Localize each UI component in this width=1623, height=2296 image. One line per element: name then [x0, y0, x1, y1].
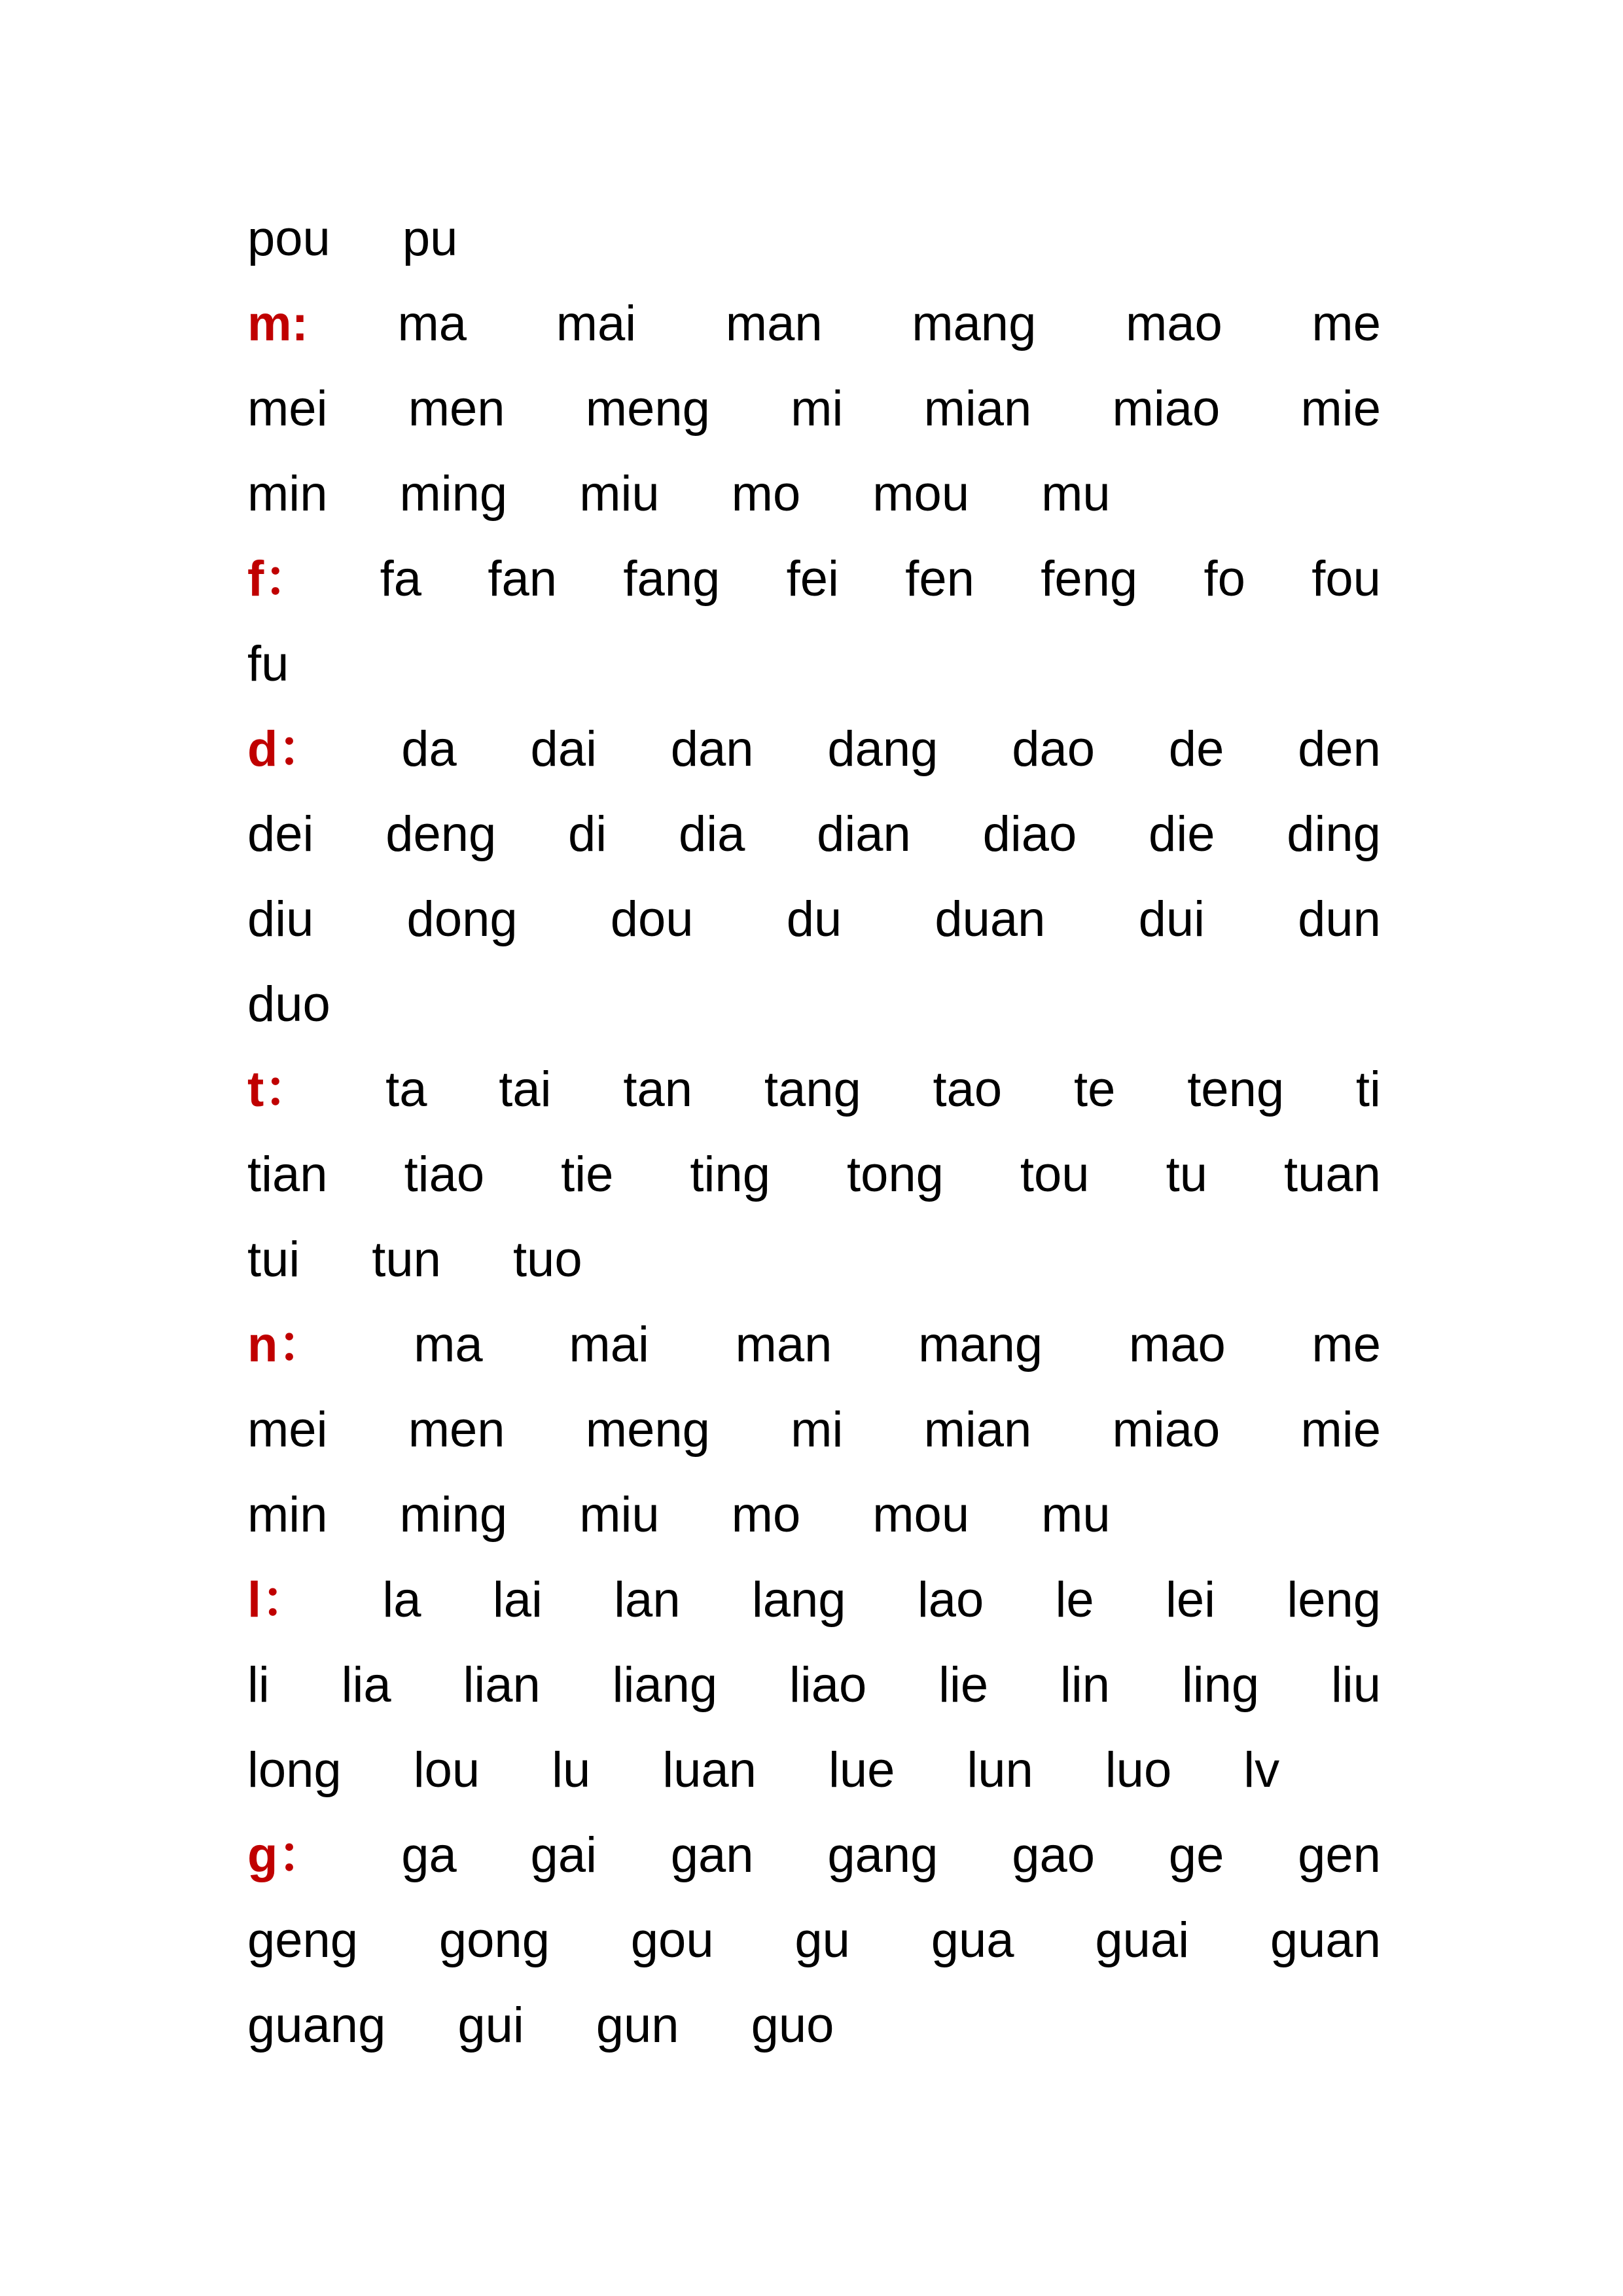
- syllable: men: [408, 381, 505, 437]
- initial-label: d：: [247, 721, 328, 777]
- text-line: [247, 962, 1381, 1047]
- syllable: lou: [413, 1742, 480, 1798]
- text-line: [247, 877, 1381, 962]
- syllable: lin: [1060, 1657, 1110, 1713]
- syllable: ming: [399, 1487, 508, 1543]
- syllable: fa: [380, 551, 422, 607]
- syllable: guo: [751, 1998, 834, 2053]
- text-line: [247, 1047, 1381, 1132]
- syllable: tuan: [1284, 1147, 1381, 1202]
- syllable: lun: [967, 1742, 1033, 1798]
- syllable: ta: [385, 1062, 427, 1117]
- text-line: [247, 1132, 1381, 1217]
- text-line: [247, 537, 1381, 622]
- syllable: li: [247, 1657, 270, 1713]
- syllable: lia: [341, 1657, 391, 1713]
- syllable: lei: [1165, 1572, 1216, 1628]
- syllable: geng: [247, 1912, 359, 1968]
- syllable: miao: [1112, 381, 1221, 437]
- syllable: tui: [247, 1232, 300, 1287]
- syllable: dun: [1298, 891, 1381, 947]
- syllable: lang: [751, 1572, 846, 1628]
- syllable: miu: [579, 1487, 660, 1543]
- text-line: [247, 1302, 1381, 1388]
- syllable: men: [408, 1402, 505, 1458]
- syllable: gan: [670, 1827, 754, 1883]
- syllable: man: [725, 296, 823, 351]
- syllable: ling: [1181, 1657, 1260, 1713]
- initial-label: g：: [247, 1827, 328, 1883]
- syllable: mao: [1125, 296, 1222, 351]
- syllable: fu: [247, 636, 289, 692]
- syllable: duo: [247, 977, 330, 1032]
- syllable: gao: [1012, 1827, 1096, 1883]
- syllable: mie: [1300, 381, 1381, 437]
- syllable: dui: [1138, 891, 1205, 947]
- syllable: tu: [1166, 1147, 1207, 1202]
- syllable: fen: [905, 551, 974, 607]
- syllable: tun: [372, 1232, 441, 1287]
- syllable: deng: [385, 806, 497, 862]
- syllable: diao: [982, 806, 1077, 862]
- text-line: [247, 1728, 1381, 1813]
- syllable: tang: [764, 1062, 861, 1117]
- syllable: ge: [1168, 1827, 1224, 1883]
- initial-label: l：: [247, 1572, 312, 1628]
- initial-label: m:: [247, 296, 308, 351]
- syllable: gu: [794, 1912, 850, 1968]
- text-line: [247, 1473, 1381, 1558]
- syllable: mang: [912, 296, 1037, 351]
- text-line: [247, 1983, 1381, 2068]
- syllable: lan: [614, 1572, 681, 1628]
- syllable: guang: [247, 1998, 386, 2053]
- syllable: tan: [623, 1062, 693, 1117]
- syllable: guai: [1095, 1912, 1190, 1968]
- syllable: de: [1168, 721, 1224, 777]
- text-line: [247, 707, 1381, 792]
- syllable: ma: [397, 296, 467, 351]
- syllable: te: [1074, 1062, 1116, 1117]
- syllable: gang: [827, 1827, 938, 1883]
- syllable: lu: [552, 1742, 591, 1798]
- syllable: gou: [630, 1912, 714, 1968]
- syllable: gong: [438, 1912, 550, 1968]
- syllable: gai: [530, 1827, 597, 1883]
- syllable: liang: [612, 1657, 718, 1713]
- syllable: mi: [791, 1402, 844, 1458]
- syllable: lian: [463, 1657, 541, 1713]
- syllable: fang: [623, 551, 721, 607]
- syllable: fei: [786, 551, 839, 607]
- pinyin-document: [247, 196, 1381, 2068]
- text-line: [247, 1388, 1381, 1473]
- syllable: tuo: [512, 1232, 582, 1287]
- syllable: fou: [1311, 551, 1381, 607]
- syllable: tian: [247, 1147, 328, 1202]
- syllable: liao: [789, 1657, 867, 1713]
- text-line: [247, 281, 1381, 367]
- syllable: mou: [872, 466, 970, 522]
- syllable: liu: [1330, 1657, 1381, 1713]
- syllable: mo: [731, 1487, 801, 1543]
- syllable: luo: [1105, 1742, 1172, 1798]
- syllable: du: [786, 891, 842, 947]
- syllable: lao: [917, 1572, 984, 1628]
- syllable: mu: [1041, 1487, 1111, 1543]
- syllable: gun: [596, 1998, 679, 2053]
- syllable: ting: [690, 1147, 770, 1202]
- text-line: [247, 367, 1381, 452]
- syllable: luan: [662, 1742, 757, 1798]
- syllable: duan: [935, 891, 1046, 947]
- syllable: dao: [1012, 721, 1096, 777]
- syllable: mian: [923, 1402, 1032, 1458]
- syllable: tong: [846, 1147, 944, 1202]
- syllable: da: [401, 721, 457, 777]
- syllable: miu: [579, 466, 660, 522]
- text-line: [247, 1558, 1381, 1643]
- syllable: mo: [731, 466, 801, 522]
- text-line: [247, 792, 1381, 877]
- text-line: [247, 1813, 1381, 1898]
- syllable: fo: [1204, 551, 1245, 607]
- syllable: mai: [556, 296, 637, 351]
- syllable: dian: [817, 806, 911, 862]
- syllable: dan: [670, 721, 754, 777]
- syllable: gen: [1298, 1827, 1381, 1883]
- syllable: dong: [406, 891, 518, 947]
- syllable: long: [247, 1742, 342, 1798]
- syllable: mou: [872, 1487, 970, 1543]
- syllable: ga: [401, 1827, 457, 1883]
- syllable: mei: [247, 1402, 328, 1458]
- syllable: mei: [247, 381, 328, 437]
- syllable: mi: [791, 381, 844, 437]
- syllable: diu: [247, 891, 314, 947]
- syllable: ming: [399, 466, 508, 522]
- syllable: tiao: [404, 1147, 485, 1202]
- syllable: tao: [933, 1062, 1003, 1117]
- syllable: meng: [585, 1402, 710, 1458]
- syllable: ma: [414, 1317, 483, 1372]
- text-line: [247, 452, 1381, 537]
- text-line: [247, 1643, 1381, 1728]
- syllable: lv: [1243, 1742, 1280, 1798]
- syllable: feng: [1041, 551, 1138, 607]
- syllable: la: [382, 1572, 421, 1628]
- syllable: gua: [931, 1912, 1014, 1968]
- syllable: min: [247, 1487, 328, 1543]
- syllable: mao: [1128, 1317, 1226, 1372]
- syllable: man: [735, 1317, 832, 1372]
- initial-label: t：: [247, 1062, 314, 1117]
- syllable: dai: [530, 721, 597, 777]
- syllable: die: [1149, 806, 1215, 862]
- syllable: guan: [1270, 1912, 1381, 1968]
- syllable: fan: [488, 551, 558, 607]
- syllable: pou: [247, 211, 330, 266]
- syllable: dang: [827, 721, 938, 777]
- syllable: di: [568, 806, 607, 862]
- syllable: dou: [610, 891, 694, 947]
- syllable: teng: [1187, 1062, 1285, 1117]
- syllable: leng: [1287, 1572, 1381, 1628]
- syllable: miao: [1112, 1402, 1221, 1458]
- initial-label: f：: [247, 551, 314, 607]
- text-line: [247, 622, 1381, 707]
- syllable: mai: [569, 1317, 649, 1372]
- syllable: pu: [402, 211, 458, 266]
- initial-label: n：: [247, 1317, 328, 1372]
- syllable: mian: [923, 381, 1032, 437]
- syllable: lue: [828, 1742, 895, 1798]
- syllable: min: [247, 466, 328, 522]
- text-line: [247, 1217, 1381, 1302]
- text-line: [247, 1898, 1381, 1983]
- syllable: gui: [457, 1998, 524, 2053]
- syllable: mu: [1041, 466, 1111, 522]
- syllable: lie: [938, 1657, 989, 1713]
- syllable: tai: [499, 1062, 552, 1117]
- syllable: le: [1055, 1572, 1094, 1628]
- syllable: den: [1298, 721, 1381, 777]
- syllable: ding: [1287, 806, 1381, 862]
- syllable: dei: [247, 806, 314, 862]
- syllable: dia: [678, 806, 745, 862]
- syllable: tie: [561, 1147, 614, 1202]
- syllable: mie: [1300, 1402, 1381, 1458]
- syllable: me: [1311, 296, 1381, 351]
- syllable: ti: [1355, 1062, 1381, 1117]
- syllable: meng: [585, 381, 710, 437]
- syllable: lai: [492, 1572, 543, 1628]
- syllable: me: [1311, 1317, 1381, 1372]
- text-line: [247, 196, 1381, 281]
- syllable: mang: [918, 1317, 1043, 1372]
- syllable: tou: [1020, 1147, 1090, 1202]
